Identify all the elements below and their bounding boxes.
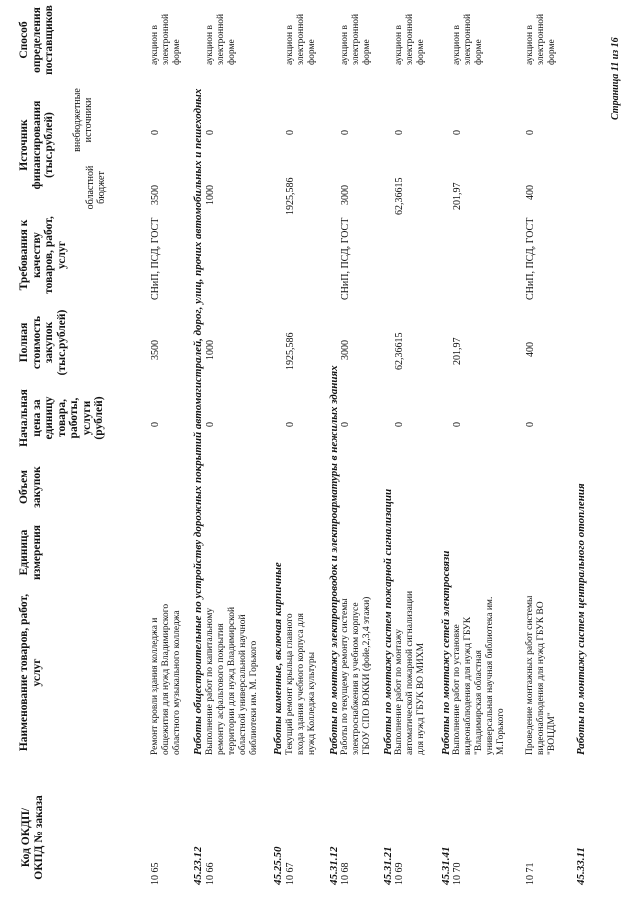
row-extra: 0: [285, 130, 296, 135]
row-unit-price: 0: [452, 422, 463, 427]
row-code: 10 68: [340, 862, 351, 885]
header-name: Наименование товаров, работ, услуг: [18, 593, 43, 752]
row-name: Выполнение работ по капитальному ремонту асфальтового покрытия территории для нужд Владимирской областной универсальной научной библиотеки им. М. Горького: [205, 606, 259, 755]
group-title: Работы каменные, включая кирпичные: [272, 562, 284, 755]
group-code: 45.31.21: [382, 846, 394, 885]
row-name: Выполнение работ по установке видеонаблюдения для нужд ГБУК "Владимирская областная универсальная научная библиотека им. М.Горького: [452, 596, 506, 755]
row-extra: 0: [340, 130, 351, 135]
row-method: аукцион в электронной форме: [525, 13, 557, 65]
header-method: Способ определения поставщиков: [18, 5, 55, 75]
row-method: аукцион в электронной форме: [340, 13, 372, 65]
row-unit-price: 0: [340, 422, 351, 427]
row-extra: 0: [205, 130, 216, 135]
row-name: Текущий ремонт крыльца главного входа здания учебного корпуса для нужд Колледжа культуры: [285, 613, 317, 755]
row-name: Работы по текущему ремонту системы электроснабжения в учебном корпусе ГБОУ СПО ВОККИ (фойе,2,3,4 этажи): [340, 596, 372, 755]
row-method: аукцион в электронной форме: [452, 13, 484, 65]
row-total: 400: [525, 342, 536, 357]
row-code: 10 67: [285, 862, 296, 885]
row-regional: 400: [525, 185, 536, 200]
row-method: аукцион в электронной форме: [205, 13, 237, 65]
row-quality: СНиП, ПСД, ГОСТ: [150, 217, 161, 300]
row-code: 10 69: [394, 862, 405, 885]
header-code: Код ОКДП/ ОКПД № заказа: [20, 795, 45, 880]
row-name: Выполнение работ по монтажу автоматической пожарной сигнализации для нужд ГБУК ВО МИХМ: [394, 590, 426, 755]
header-source-extra: внебюджетные источники: [72, 88, 94, 152]
header-unit-price: Начальная цена за единицу товара, работы, услуги (рублей): [18, 389, 105, 447]
row-total: 62,36615: [394, 332, 405, 370]
group-code: 45.25.50: [272, 846, 284, 885]
row-extra: 0: [525, 130, 536, 135]
row-code: 10 65: [150, 862, 161, 885]
group-title: Работы по монтажу систем пожарной сигнализации: [382, 488, 394, 755]
row-unit-price: 0: [285, 422, 296, 427]
row-extra: 0: [150, 130, 161, 135]
group-code: 45.33.11: [575, 847, 587, 885]
row-regional: 1925,586: [285, 177, 296, 215]
row-unit-price: 0: [525, 422, 536, 427]
row-regional: 62,36615: [394, 177, 405, 215]
row-code: 10 70: [452, 862, 463, 885]
row-unit-price: 0: [205, 422, 216, 427]
row-regional: 3000: [340, 185, 351, 205]
header-total: Полная стоимость закупок (тыс.рублей): [18, 309, 68, 376]
row-method: аукцион в электронной форме: [285, 13, 317, 65]
group-title: Работы общестроительные по устройству дорожных покрытий автомагистралей, дорог, улиц, прочих автомобильных и пешеходных: [192, 88, 204, 755]
row-total: 3500: [150, 340, 161, 360]
group-code: 45.31.41: [440, 846, 452, 885]
row-extra: 0: [452, 130, 463, 135]
row-method: аукцион в электронной форме: [394, 13, 426, 65]
row-total: 1925,586: [285, 332, 296, 370]
row-code: 10 66: [205, 862, 216, 885]
row-regional: 1000: [205, 185, 216, 205]
row-name: Ремонт кровли здания колледжа и общежития для нужд Владимирского областного музыкального колледжа: [150, 603, 182, 755]
row-unit-price: 0: [150, 422, 161, 427]
row-name: Проведение монтажных работ системы видеонаблюдения для нужд ГБУК ВО "ВОЦДМ": [525, 595, 557, 755]
row-code: 10 71: [525, 862, 536, 885]
row-total: 1000: [205, 340, 216, 360]
row-extra: 0: [394, 130, 405, 135]
group-title: Работы по монтажу систем центрального отопления: [575, 483, 587, 755]
row-regional: 3500: [150, 185, 161, 205]
row-quality: СНиП, ПСД, ГОСТ: [525, 217, 536, 300]
row-regional: 201,97: [452, 182, 463, 210]
header-source-regional: областной бюджет: [85, 165, 107, 210]
header-source: Источник финансирования (тыс.рублей): [18, 100, 55, 190]
row-total: 3000: [340, 340, 351, 360]
header-unit: Единица измерения: [18, 525, 43, 580]
group-code: 45.31.12: [328, 846, 340, 885]
header-quality: Требования к качеству товаров, работ, услуг: [18, 216, 68, 294]
page-number: Страница 11 из 16: [610, 37, 621, 120]
group-code: 45.23.12: [192, 846, 204, 885]
group-title: Работы по монтажу электропроводок и электроарматуры в нежилых зданиях: [328, 365, 340, 755]
row-total: 201,97: [452, 337, 463, 365]
group-title: Работы по монтажу сетей электросвязи: [440, 550, 452, 755]
row-method: аукцион в электронной форме: [150, 13, 182, 65]
row-quality: СНиП, ПСД, ГОСТ: [340, 217, 351, 300]
row-unit-price: 0: [394, 422, 405, 427]
header-volume: Объем закупок: [18, 466, 43, 508]
